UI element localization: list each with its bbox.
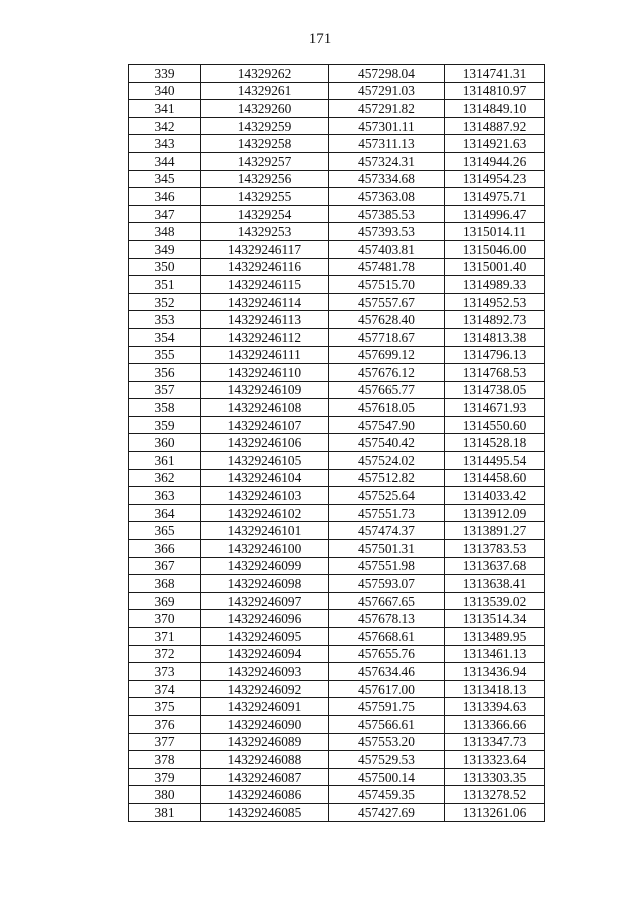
table-row: [129, 399, 545, 417]
x-coordinate-cell: 457668.61: [329, 628, 445, 646]
row-number-cell: 346: [129, 188, 201, 206]
row-number-cell: 375: [129, 698, 201, 716]
point-id-cell: 14329246111: [201, 346, 329, 364]
y-coordinate-cell: 1314550.60: [445, 416, 545, 434]
y-coordinate-cell: 1314495.54: [445, 452, 545, 470]
y-coordinate-cell: 1314810.97: [445, 82, 545, 100]
row-number-cell: 339: [129, 65, 201, 83]
point-id-cell: 14329246106: [201, 434, 329, 452]
row-number-cell: 340: [129, 82, 201, 100]
point-id-cell: 14329246108: [201, 399, 329, 417]
x-coordinate-cell: 457547.90: [329, 416, 445, 434]
table-row: [129, 487, 545, 505]
point-id-cell: 14329246112: [201, 328, 329, 346]
x-coordinate-cell: 457566.61: [329, 715, 445, 733]
table-row: [129, 715, 545, 733]
table-row: [129, 522, 545, 540]
y-coordinate-cell: 1313347.73: [445, 733, 545, 751]
row-number-cell: 381: [129, 803, 201, 821]
point-id-cell: 14329246113: [201, 311, 329, 329]
point-id-cell: 14329259: [201, 117, 329, 135]
x-coordinate-cell: 457501.31: [329, 540, 445, 558]
row-number-cell: 362: [129, 469, 201, 487]
table-row: [129, 680, 545, 698]
row-number-cell: 349: [129, 240, 201, 258]
table-row: [129, 346, 545, 364]
row-number-cell: 380: [129, 786, 201, 804]
y-coordinate-cell: 1313394.63: [445, 698, 545, 716]
point-id-cell: 14329246102: [201, 504, 329, 522]
x-coordinate-cell: 457655.76: [329, 645, 445, 663]
y-coordinate-cell: 1314849.10: [445, 100, 545, 118]
row-number-cell: 360: [129, 434, 201, 452]
row-number-cell: 356: [129, 364, 201, 382]
row-number-cell: 370: [129, 610, 201, 628]
point-id-cell: 14329246092: [201, 680, 329, 698]
point-id-cell: 14329246091: [201, 698, 329, 716]
row-number-cell: 344: [129, 152, 201, 170]
point-id-cell: 14329246088: [201, 751, 329, 769]
x-coordinate-cell: 457525.64: [329, 487, 445, 505]
table-row: [129, 786, 545, 804]
y-coordinate-cell: 1314741.31: [445, 65, 545, 83]
row-number-cell: 373: [129, 663, 201, 681]
point-id-cell: 14329246098: [201, 575, 329, 593]
x-coordinate-cell: 457311.13: [329, 135, 445, 153]
row-number-cell: 358: [129, 399, 201, 417]
y-coordinate-cell: 1314989.33: [445, 276, 545, 294]
x-coordinate-cell: 457324.31: [329, 152, 445, 170]
x-coordinate-cell: 457678.13: [329, 610, 445, 628]
y-coordinate-cell: 1314887.92: [445, 117, 545, 135]
table-row: [129, 628, 545, 646]
x-coordinate-cell: 457591.75: [329, 698, 445, 716]
x-coordinate-cell: 457363.08: [329, 188, 445, 206]
x-coordinate-cell: 457385.53: [329, 205, 445, 223]
y-coordinate-cell: 1313514.34: [445, 610, 545, 628]
row-number-cell: 374: [129, 680, 201, 698]
x-coordinate-cell: 457551.98: [329, 557, 445, 575]
table-row: [129, 100, 545, 118]
point-id-cell: 14329246115: [201, 276, 329, 294]
point-id-cell: 14329246116: [201, 258, 329, 276]
y-coordinate-cell: 1314813.38: [445, 328, 545, 346]
row-number-cell: 357: [129, 381, 201, 399]
point-id-cell: 14329246103: [201, 487, 329, 505]
table-row: [129, 575, 545, 593]
table-row: [129, 240, 545, 258]
x-coordinate-cell: 457301.11: [329, 117, 445, 135]
y-coordinate-cell: 1313489.95: [445, 628, 545, 646]
point-id-cell: 14329246117: [201, 240, 329, 258]
x-coordinate-cell: 457515.70: [329, 276, 445, 294]
row-number-cell: 361: [129, 452, 201, 470]
point-id-cell: 14329246096: [201, 610, 329, 628]
x-coordinate-cell: 457667.65: [329, 592, 445, 610]
y-coordinate-cell: 1313303.35: [445, 768, 545, 786]
x-coordinate-cell: 457551.73: [329, 504, 445, 522]
y-coordinate-cell: 1313261.06: [445, 803, 545, 821]
table-row: [129, 223, 545, 241]
page-number: 171: [308, 31, 332, 47]
x-coordinate-cell: 457291.03: [329, 82, 445, 100]
x-coordinate-cell: 457617.00: [329, 680, 445, 698]
table-row: [129, 540, 545, 558]
y-coordinate-cell: 1314952.53: [445, 293, 545, 311]
y-coordinate-cell: 1314033.42: [445, 487, 545, 505]
point-id-cell: 14329261: [201, 82, 329, 100]
row-number-cell: 368: [129, 575, 201, 593]
x-coordinate-cell: 457553.20: [329, 733, 445, 751]
row-number-cell: 353: [129, 311, 201, 329]
table-row: [129, 698, 545, 716]
x-coordinate-cell: 457298.04: [329, 65, 445, 83]
point-id-cell: 14329260: [201, 100, 329, 118]
point-id-cell: 14329246101: [201, 522, 329, 540]
y-coordinate-cell: 1314921.63: [445, 135, 545, 153]
y-coordinate-cell: 1314796.13: [445, 346, 545, 364]
row-number-cell: 377: [129, 733, 201, 751]
y-coordinate-cell: 1313637.68: [445, 557, 545, 575]
table-row: [129, 434, 545, 452]
y-coordinate-cell: 1314671.93: [445, 399, 545, 417]
table-row: [129, 469, 545, 487]
point-id-cell: 14329246095: [201, 628, 329, 646]
table-row: [129, 82, 545, 100]
table-row: [129, 117, 545, 135]
table-row: [129, 751, 545, 769]
y-coordinate-cell: 1313278.52: [445, 786, 545, 804]
coordinates-table: [128, 64, 545, 822]
y-coordinate-cell: 1313436.94: [445, 663, 545, 681]
x-coordinate-cell: 457291.82: [329, 100, 445, 118]
table-row: [129, 170, 545, 188]
table-row: [129, 645, 545, 663]
y-coordinate-cell: 1314458.60: [445, 469, 545, 487]
table-row: [129, 452, 545, 470]
row-number-cell: 363: [129, 487, 201, 505]
y-coordinate-cell: 1315001.40: [445, 258, 545, 276]
row-number-cell: 364: [129, 504, 201, 522]
y-coordinate-cell: 1313366.66: [445, 715, 545, 733]
x-coordinate-cell: 457540.42: [329, 434, 445, 452]
x-coordinate-cell: 457393.53: [329, 223, 445, 241]
row-number-cell: 345: [129, 170, 201, 188]
point-id-cell: 14329254: [201, 205, 329, 223]
table-row: [129, 258, 545, 276]
x-coordinate-cell: 457628.40: [329, 311, 445, 329]
point-id-cell: 14329246099: [201, 557, 329, 575]
point-id-cell: 14329246090: [201, 715, 329, 733]
point-id-cell: 14329246086: [201, 786, 329, 804]
point-id-cell: 14329246094: [201, 645, 329, 663]
x-coordinate-cell: 457481.78: [329, 258, 445, 276]
table-row: [129, 65, 545, 83]
x-coordinate-cell: 457334.68: [329, 170, 445, 188]
table-row: [129, 328, 545, 346]
table-row: [129, 416, 545, 434]
table-row: [129, 733, 545, 751]
y-coordinate-cell: 1315046.00: [445, 240, 545, 258]
y-coordinate-cell: 1314738.05: [445, 381, 545, 399]
x-coordinate-cell: 457459.35: [329, 786, 445, 804]
point-id-cell: 14329246089: [201, 733, 329, 751]
y-coordinate-cell: 1313891.27: [445, 522, 545, 540]
table-row: [129, 152, 545, 170]
y-coordinate-cell: 1313461.13: [445, 645, 545, 663]
row-number-cell: 354: [129, 328, 201, 346]
point-id-cell: 14329246104: [201, 469, 329, 487]
table-row: [129, 768, 545, 786]
table-row: [129, 293, 545, 311]
point-id-cell: 14329246087: [201, 768, 329, 786]
row-number-cell: 347: [129, 205, 201, 223]
point-id-cell: 14329246097: [201, 592, 329, 610]
table-row: [129, 557, 545, 575]
point-id-cell: 14329246085: [201, 803, 329, 821]
table-row: [129, 592, 545, 610]
point-id-cell: 14329258: [201, 135, 329, 153]
table-body: [129, 65, 545, 822]
row-number-cell: 378: [129, 751, 201, 769]
y-coordinate-cell: 1314892.73: [445, 311, 545, 329]
row-number-cell: 350: [129, 258, 201, 276]
x-coordinate-cell: 457665.77: [329, 381, 445, 399]
x-coordinate-cell: 457403.81: [329, 240, 445, 258]
row-number-cell: 351: [129, 276, 201, 294]
x-coordinate-cell: 457557.67: [329, 293, 445, 311]
point-id-cell: 14329262: [201, 65, 329, 83]
table-row: [129, 135, 545, 153]
row-number-cell: 376: [129, 715, 201, 733]
x-coordinate-cell: 457593.07: [329, 575, 445, 593]
y-coordinate-cell: 1314975.71: [445, 188, 545, 206]
table-row: [129, 364, 545, 382]
point-id-cell: 14329246107: [201, 416, 329, 434]
y-coordinate-cell: 1313912.09: [445, 504, 545, 522]
row-number-cell: 366: [129, 540, 201, 558]
point-id-cell: 14329246105: [201, 452, 329, 470]
row-number-cell: 379: [129, 768, 201, 786]
y-coordinate-cell: 1313418.13: [445, 680, 545, 698]
row-number-cell: 355: [129, 346, 201, 364]
y-coordinate-cell: 1313539.02: [445, 592, 545, 610]
row-number-cell: 369: [129, 592, 201, 610]
table-row: [129, 381, 545, 399]
y-coordinate-cell: 1314954.23: [445, 170, 545, 188]
point-id-cell: 14329246109: [201, 381, 329, 399]
row-number-cell: 341: [129, 100, 201, 118]
row-number-cell: 367: [129, 557, 201, 575]
point-id-cell: 14329246100: [201, 540, 329, 558]
row-number-cell: 365: [129, 522, 201, 540]
y-coordinate-cell: 1314528.18: [445, 434, 545, 452]
x-coordinate-cell: 457634.46: [329, 663, 445, 681]
table-row: [129, 205, 545, 223]
x-coordinate-cell: 457474.37: [329, 522, 445, 540]
point-id-cell: 14329255: [201, 188, 329, 206]
point-id-cell: 14329246110: [201, 364, 329, 382]
x-coordinate-cell: 457718.67: [329, 328, 445, 346]
x-coordinate-cell: 457500.14: [329, 768, 445, 786]
row-number-cell: 352: [129, 293, 201, 311]
table-row: [129, 276, 545, 294]
y-coordinate-cell: 1314768.53: [445, 364, 545, 382]
x-coordinate-cell: 457524.02: [329, 452, 445, 470]
x-coordinate-cell: 457699.12: [329, 346, 445, 364]
table-row: [129, 663, 545, 681]
x-coordinate-cell: 457529.53: [329, 751, 445, 769]
table-row: [129, 504, 545, 522]
x-coordinate-cell: 457676.12: [329, 364, 445, 382]
y-coordinate-cell: 1313323.64: [445, 751, 545, 769]
point-id-cell: 14329246093: [201, 663, 329, 681]
table-row: [129, 610, 545, 628]
point-id-cell: 14329246114: [201, 293, 329, 311]
x-coordinate-cell: 457618.05: [329, 399, 445, 417]
row-number-cell: 371: [129, 628, 201, 646]
y-coordinate-cell: 1314944.26: [445, 152, 545, 170]
y-coordinate-cell: 1315014.11: [445, 223, 545, 241]
table-row: [129, 188, 545, 206]
table-row: [129, 311, 545, 329]
x-coordinate-cell: 457427.69: [329, 803, 445, 821]
row-number-cell: 348: [129, 223, 201, 241]
row-number-cell: 343: [129, 135, 201, 153]
row-number-cell: 359: [129, 416, 201, 434]
y-coordinate-cell: 1313783.53: [445, 540, 545, 558]
row-number-cell: 372: [129, 645, 201, 663]
point-id-cell: 14329256: [201, 170, 329, 188]
x-coordinate-cell: 457512.82: [329, 469, 445, 487]
table-row: [129, 803, 545, 821]
point-id-cell: 14329253: [201, 223, 329, 241]
row-number-cell: 342: [129, 117, 201, 135]
point-id-cell: 14329257: [201, 152, 329, 170]
y-coordinate-cell: 1313638.41: [445, 575, 545, 593]
y-coordinate-cell: 1314996.47: [445, 205, 545, 223]
